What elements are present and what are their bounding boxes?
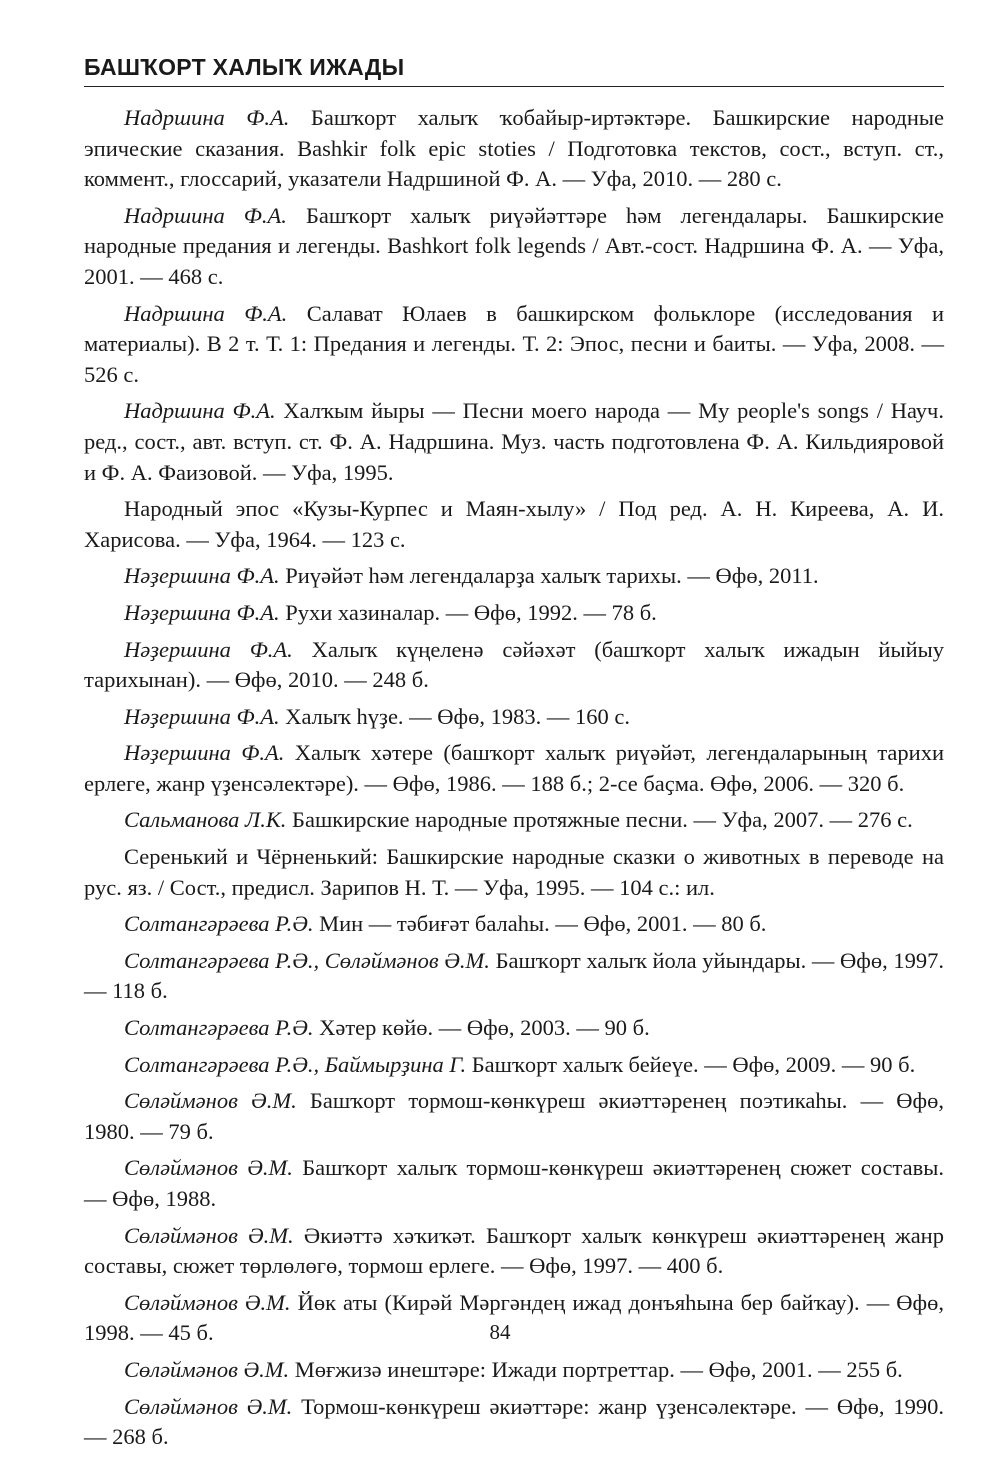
entry-author: Сальманова Л.К. <box>124 807 287 833</box>
entry-text: Салават Юлаев в башкирском фольклоре (исследования и материалы). В 2 т. Т. 1: Предания и легенды. Т. 2: Эпос, песни и баиты. — Уфа, 2008. — 526 с. <box>84 300 944 387</box>
entry-author: Сөләймәнов Ә.М. <box>124 1088 297 1114</box>
entry-text: Башҡорт тормош-көнкүреш әкиәттәренең поэтикаһы. — Өфө, 1980. — 79 б. <box>84 1088 945 1144</box>
entry-text: Хәтер көйө. — Өфө, 2003. — 90 б. <box>313 1015 650 1041</box>
entry-text: Башҡорт халыҡ йола уйындары. — Өфө, 1997. — 118 б. <box>84 947 945 1004</box>
bibliography-entry <box>84 1153 944 1214</box>
entry-author: Солтангәрәева Р.Ә., Баймырҙина Г. <box>124 1051 467 1077</box>
entry-author: Сөләймәнов Ә.М. <box>124 1222 294 1248</box>
bibliography-entry <box>84 598 944 629</box>
entry-author: Нәҙершина Ф.А. <box>124 563 280 589</box>
entry-text: Риүәйәт һәм легендаларҙа халыҡ тарихы. — Өфө, 2011. <box>279 563 819 589</box>
entry-author: Сөләймәнов Ә.М. <box>124 1356 290 1382</box>
entry-text: Рухи хазиналар. — Өфө, 1992. — 78 б. <box>279 599 657 625</box>
entry-author: Сөләймәнов Ә.М. <box>124 1155 293 1181</box>
bibliography-entry <box>84 946 944 1007</box>
entry-author: Солтангәрәева Р.Ә., Сөләймәнов Ә.М. <box>124 947 490 973</box>
entry-text: Халыҡ хәтере (башҡорт халыҡ риүәйәт, легендаларының тарихи ерлеге, жанр үҙенсәлектәре). — Өфө, 1986. — 188 б.; 2-се баҫма. Өфө, 2006. — 320 б. <box>84 740 944 796</box>
running-title: БАШҠОРТ ХАЛЫҠ ИЖАДЫ <box>84 54 405 80</box>
entry-text: Башҡорт халыҡ бейеүе. — Өфө, 2009. — 90 б. <box>466 1051 916 1077</box>
entry-text: Башҡорт халыҡ риүәйәттәре һәм легендалары. Башкирские народные предания и легенды. Bashkort folk legends / Авт.-сост. Надршина Ф. А. — Уфа, 2001. — 468 с. <box>84 202 944 289</box>
entry-author: Солтангәрәева Р.Ә. <box>124 911 314 937</box>
bibliography-entry <box>84 103 944 195</box>
bibliography-entry <box>84 494 944 555</box>
entry-author: Сөләймәнов Ә.М. <box>124 1393 293 1419</box>
bibliography-entry <box>84 396 944 488</box>
bibliography-entry <box>84 1050 944 1081</box>
entry-author: Нәҙершина Ф.А. <box>124 740 285 766</box>
entry-author: Сөләймәнов Ә.М. <box>124 1289 291 1315</box>
bibliography-entry <box>84 805 944 836</box>
entry-text: Йөк аты (Кирәй Мәргәндең ижад донъяһына бер байҡау). — Өфө, 1998. — 45 б. <box>84 1289 944 1346</box>
bibliography-entry <box>84 1355 944 1386</box>
entry-author: Нәҙершина Ф.А. <box>124 703 280 729</box>
entry-text: Серенький и Чёрненький: Башкирские народные сказки о животных в переводе на рус. яз. / Сост., предисл. Зарипов Н. Т. — Уфа, 1995. — 104 с.: ил. <box>84 844 944 900</box>
entry-text: Мөғжизә инештәре: Ижади портреттар. — Өфө, 2001. — 255 б. <box>289 1356 903 1382</box>
bibliography-entry <box>84 1392 944 1453</box>
bibliography-entry <box>84 299 944 391</box>
header-rule <box>84 86 944 87</box>
bibliography-list <box>84 103 944 1459</box>
entry-author: Надршина Ф.А. <box>124 202 287 228</box>
entry-text: Халҡым йыры — Песни моего народа — My people's songs / Науч. ред., сост., авт. вступ. ст. Ф. А. Надршина. Муз. часть подготовлена Ф. А. Кильдияровой и Ф. А. Фаизовой. — Уфа, 1995. <box>84 398 944 485</box>
entry-author: Нәҙершина Ф.А. <box>124 599 280 625</box>
bibliography-entry <box>84 635 944 696</box>
entry-author: Надршина Ф.А. <box>124 105 290 130</box>
entry-author: Надршина Ф.А. <box>124 300 288 326</box>
bibliography-entry <box>84 738 944 799</box>
bibliography-entry <box>84 842 944 903</box>
page-number: 84 <box>489 1320 511 1344</box>
bibliography-entry <box>84 1086 944 1147</box>
entry-text: Башкирские народные протяжные песни. — Уфа, 2007. — 276 с. <box>286 807 913 833</box>
entry-text: Башҡорт халыҡ тормош-көнкүреш әкиәттәренең сюжет составы. — Өфө, 1988. <box>84 1155 944 1211</box>
bibliography-entry <box>84 1221 944 1282</box>
entry-text: Халыҡ һүҙе. — Өфө, 1983. — 160 с. <box>279 703 630 729</box>
bibliography-entry <box>84 201 944 293</box>
bibliography-entry <box>84 702 944 733</box>
entry-text: Мин — тәбиғәт балаһы. — Өфө, 2001. — 80 б. <box>313 911 767 937</box>
entry-text: Тормош-көнкүреш әкиәттәре: жанр үҙенсәлектәре. — Өфө, 1990. — 268 б. <box>84 1393 944 1450</box>
bibliography-entry <box>84 909 944 940</box>
entry-text: Әкиәттә хәҡиҡәт. Башҡорт халыҡ көнкүреш әкиәттәренең жанр составы, сюжет төрлөлөгө, тормош ерлеге. — Өфө, 1997. — 400 б. <box>84 1222 944 1279</box>
bibliography-entry <box>84 561 944 592</box>
entry-text: Башҡорт халыҡ ҡобайыр-иртәктәре. Башкирские народные эпические сказания. Bashkir folk epic stoties / Подготовка текстов, сост., вступ. ст., коммент., глоссарий, указатели Надршиной Ф. А. — Уфа, 2010. — 280 с. <box>84 105 944 192</box>
entry-author: Надршина Ф.А. <box>124 398 276 424</box>
entry-text: Народный эпос «Кузы-Курпес и Маян-хылу» / Под ред. А. Н. Киреева, А. И. Харисова. — Уфа, 1964. — 123 с. <box>84 496 944 552</box>
entry-author: Нәҙершина Ф.А. <box>124 636 293 662</box>
entry-text: Халыҡ күңеленә сәйәхәт (башҡорт халыҡ ижадын йыйыу тарихынан). — Өфө, 2010. — 248 б. <box>84 636 944 693</box>
bibliography-entry <box>84 1013 944 1044</box>
entry-author: Солтангәрәева Р.Ә. <box>124 1015 314 1041</box>
